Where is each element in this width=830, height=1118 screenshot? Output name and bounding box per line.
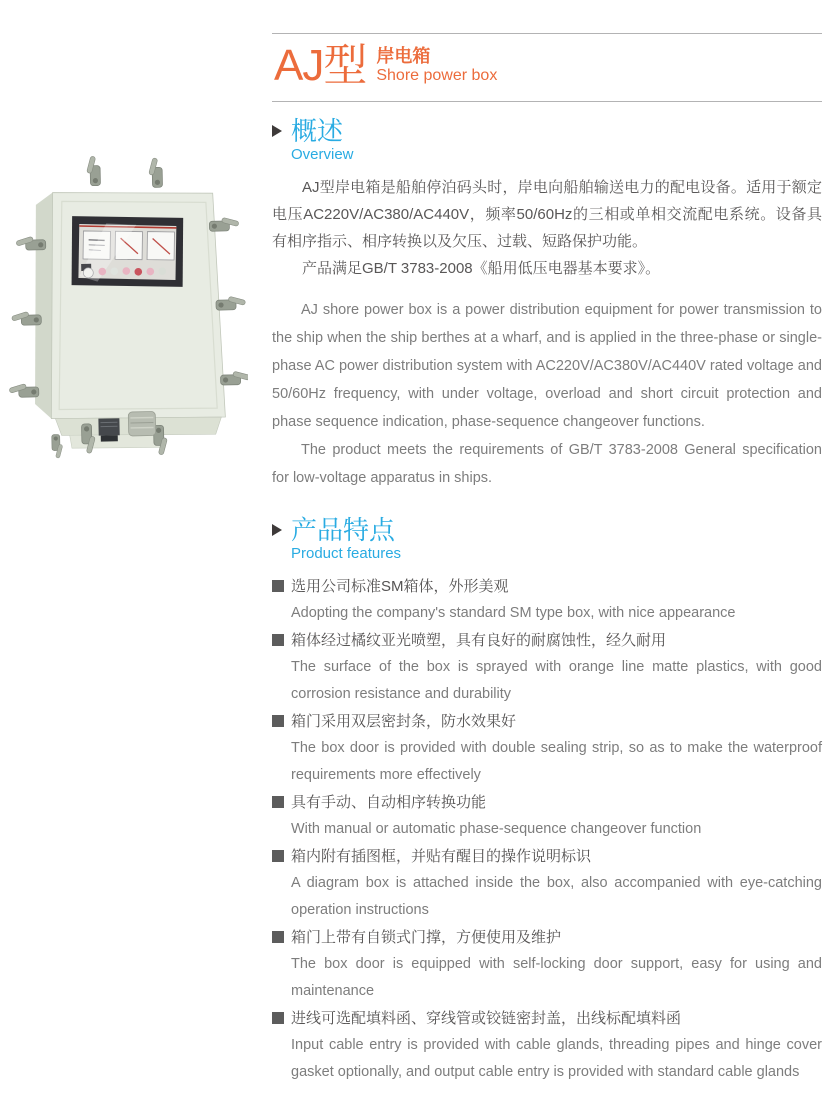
feature-en: Input cable entry is provided with cable glands, threading pipes and hinge cover gasket optionally, and output cable entry is provided with standard cable glands (291, 1037, 822, 1080)
content-column (272, 0, 822, 1086)
feature-en: A diagram box is attached inside the box, also accompanied with eye-catching operation instructions (291, 875, 822, 918)
feature-item (272, 627, 822, 708)
overview-paragraph-en-2: The product meets the requirements of GB/T 3783-2008 General specification for low-voltage apparatus in ships. (272, 442, 822, 486)
feature-en: The box door is provided with double sealing strip, so as to make the waterproof requirements more effectively (291, 740, 822, 783)
header-rule-bottom (272, 101, 822, 102)
features-title-cn: 产品特点 (291, 515, 396, 545)
feature-en: With manual or automatic phase-sequence changeover function (291, 821, 702, 837)
feature-en: The surface of the box is sprayed with orange line matte plastics, with good corrosion resistance and durability (291, 659, 822, 702)
subtitle-en: Shore power box (376, 66, 498, 84)
feature-item (272, 924, 822, 1005)
overview-heading (272, 117, 822, 164)
features-section (272, 516, 822, 1086)
feature-cn: 选用公司标准SM箱体，外形美观 (291, 578, 509, 595)
model-subtitle (376, 46, 497, 88)
overview-title-en: Overview (291, 146, 354, 163)
feature-cn: 进线可选配填料函、穿线管或铰链密封盖，出线标配填料函 (291, 1010, 682, 1027)
feature-cn: 箱体经过橘纹亚光喷塑，具有良好的耐腐蚀性，经久耐用 (291, 632, 667, 649)
bullet-square-icon (272, 1012, 284, 1024)
overview-paragraph-cn-1: AJ型岸电箱是船舶停泊码头时，岸电向船舶输送电力的配电设备。适用于额定电压AC220V/AC380/AC440V，频率50/60Hz的三相或单相交流配电系统。设备具有相序指示、相序转换以及欠压、过载、短路保护功能。 (272, 179, 822, 250)
page-header (272, 33, 822, 102)
bullet-square-icon (272, 715, 284, 727)
feature-en: Adopting the company's standard SM type box, with nice appearance (291, 605, 736, 621)
bullet-square-icon (272, 634, 284, 646)
features-heading (272, 516, 822, 563)
product-photo (8, 155, 248, 460)
title-row (272, 34, 822, 101)
overview-title-cn: 概述 (291, 116, 344, 146)
bullet-square-icon (272, 580, 284, 592)
bullet-square-icon (272, 796, 284, 808)
section-marker-icon (272, 524, 282, 536)
model-title: AJ型 (274, 41, 367, 90)
feature-cn: 具有手动、自动相序转换功能 (291, 794, 487, 811)
feature-item (272, 573, 822, 627)
overview-paragraph-cn-2: 产品满足GB/T 3783-2008《船用低压电器基本要求》。 (302, 260, 661, 277)
shore-power-box-illustration (8, 155, 248, 460)
feature-item (272, 843, 822, 924)
feature-item (272, 708, 822, 789)
bullet-square-icon (272, 850, 284, 862)
overview-paragraph-en-1: AJ shore power box is a power distribution equipment for power transmission to the ship when the ship berthes at a wharf, and is applied in the three-phase or single-phase AC power distribution system with AC220V/AC380V/AC440V rated voltage and 50/60Hz frequency, with under voltage, overload and short circuit protection and phase sequence indication, phase-sequence changeover functions. (272, 302, 822, 430)
feature-item (272, 789, 822, 843)
feature-item (272, 1005, 822, 1086)
bullet-square-icon (272, 931, 284, 943)
subtitle-cn: 岸电箱 (376, 45, 431, 66)
features-title-en: Product features (291, 545, 402, 562)
feature-cn: 箱内附有插图框，并贴有醒目的操作说明标识 (291, 848, 592, 865)
overview-section (272, 117, 822, 492)
feature-en: The box door is equipped with self-locking door support, easy for using and maintenance (291, 956, 822, 999)
feature-cn: 箱门采用双层密封条，防水效果好 (291, 713, 517, 730)
section-marker-icon (272, 125, 282, 137)
feature-cn: 箱门上带有自锁式门撑，方便使用及维护 (291, 929, 562, 946)
feature-list (272, 573, 822, 1086)
